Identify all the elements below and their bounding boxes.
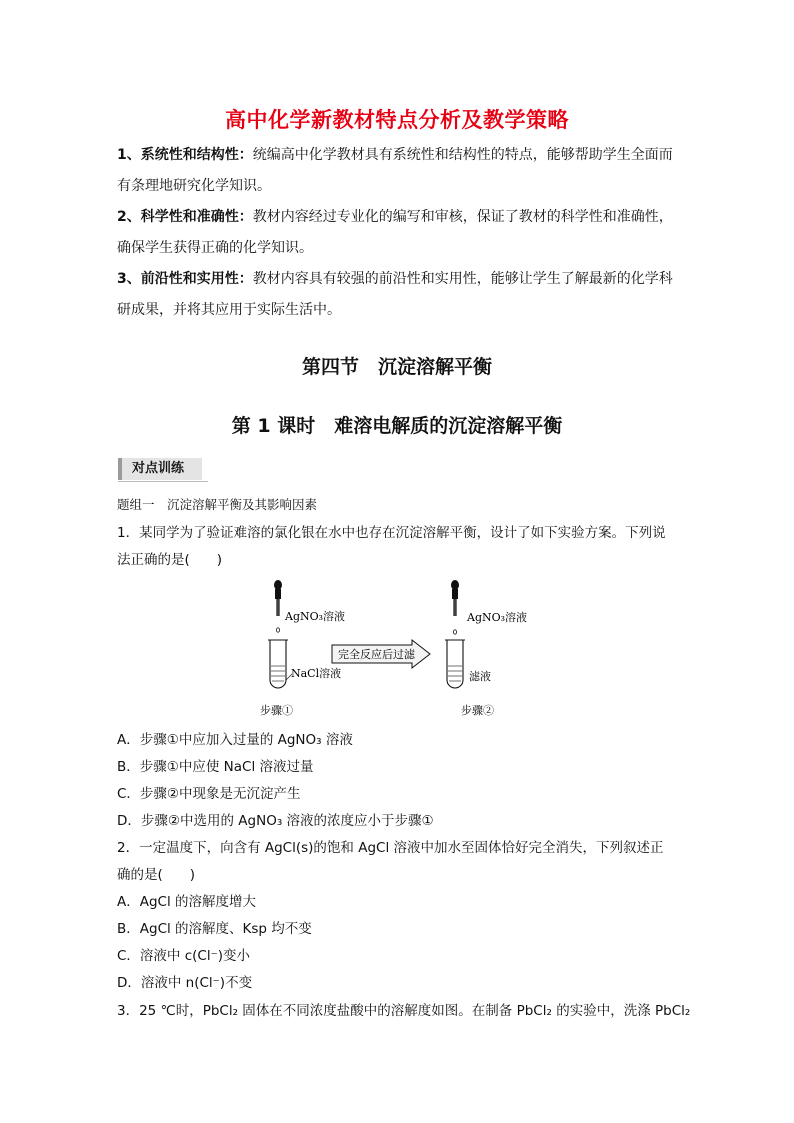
lesson-title: 第 1 课时 难溶电解质的沉淀溶解平衡	[231, 415, 563, 437]
point-3-head: 3、前沿性和实用性：	[117, 271, 253, 287]
q2-option-b: B．AgCl 的溶解度、Ksp 均不变	[117, 921, 312, 937]
reagent-right-label: AgNO₃溶液	[467, 611, 528, 624]
dropper-right-icon	[451, 580, 459, 616]
tube-right-label: 滤液	[469, 670, 491, 683]
q2-line1: 2．一定温度下，向含有 AgCl(s)的饱和 AgCl 溶液中加水至固体恰好完全消失，下列叙述正	[117, 840, 664, 856]
test-tube-left-icon	[268, 640, 292, 688]
point-1	[117, 140, 683, 202]
experiment-diagram	[255, 576, 545, 722]
q2-option-d: D．溶液中 n(Cl⁻)不变	[117, 975, 253, 991]
point-2-line2: 确保学生获得正确的化学知识。	[117, 240, 313, 256]
point-1-line1: 统编高中化学教材具有系统性和结构性的特点，能够帮助学生全面而	[252, 147, 673, 163]
q2-option-a: A．AgCl 的溶解度增大	[117, 894, 257, 910]
q1-line2: 法正确的是( )	[117, 552, 223, 568]
step1-label: 步骤①	[260, 704, 293, 717]
point-3	[117, 264, 683, 326]
arrow-label: 完全反应后过滤	[338, 648, 415, 661]
q1-line1: 1．某同学为了验证难溶的氯化银在水中也存在沉淀溶解平衡，设计了如下实验方案。下列说	[117, 525, 666, 541]
q1-option-c: C．步骤②中现象是无沉淀产生	[117, 786, 301, 802]
dropper-left-icon	[274, 580, 282, 616]
group-heading: 题组一 沉淀溶解平衡及其影响因素	[117, 497, 318, 512]
point-1-head: 1、系统性和结构性：	[117, 147, 253, 163]
test-tube-right-icon	[445, 640, 465, 688]
q1-option-a: A．步骤①中应加入过量的 AgNO₃ 溶液	[117, 732, 353, 748]
document-title: 高中化学新教材特点分析及教学策略	[225, 108, 569, 132]
tube-left-label: NaCl溶液	[291, 667, 342, 680]
point-3-line1: 教材内容具有较强的前沿性和实用性，能够让学生了解最新的化学科	[252, 271, 673, 287]
reagent-left-label: AgNO₃溶液	[285, 610, 346, 623]
point-2-head: 2、科学性和准确性：	[117, 209, 253, 225]
point-2	[117, 202, 683, 264]
q2-option-c: C．溶液中 c(Cl⁻)变小	[117, 948, 250, 964]
section-title: 第四节 沉淀溶解平衡	[301, 356, 492, 378]
step2-label: 步骤②	[461, 704, 494, 717]
q3-line1: 3．25 ℃时，PbCl₂ 固体在不同浓度盐酸中的溶解度如图。在制备 PbCl₂ 的实验中，洗涤 PbCl₂	[117, 1003, 691, 1019]
drop-right	[453, 630, 456, 634]
point-2-line1: 教材内容经过专业化的编写和审核，保证了教材的科学性和准确性，	[252, 209, 673, 225]
point-1-line2: 有条理地研究化学知识。	[117, 178, 271, 194]
point-3-line2: 研成果，并将其应用于实际生活中。	[117, 302, 341, 318]
q1-option-d: D．步骤②中选用的 AgNO₃ 溶液的浓度应小于步骤①	[117, 813, 434, 829]
q1-option-b: B．步骤①中应使 NaCl 溶液过量	[117, 759, 314, 775]
practice-tag: 对点训练	[118, 458, 202, 480]
tag-underline	[118, 481, 208, 482]
q2-line2: 确的是( )	[117, 867, 196, 883]
drop-left	[276, 628, 279, 632]
